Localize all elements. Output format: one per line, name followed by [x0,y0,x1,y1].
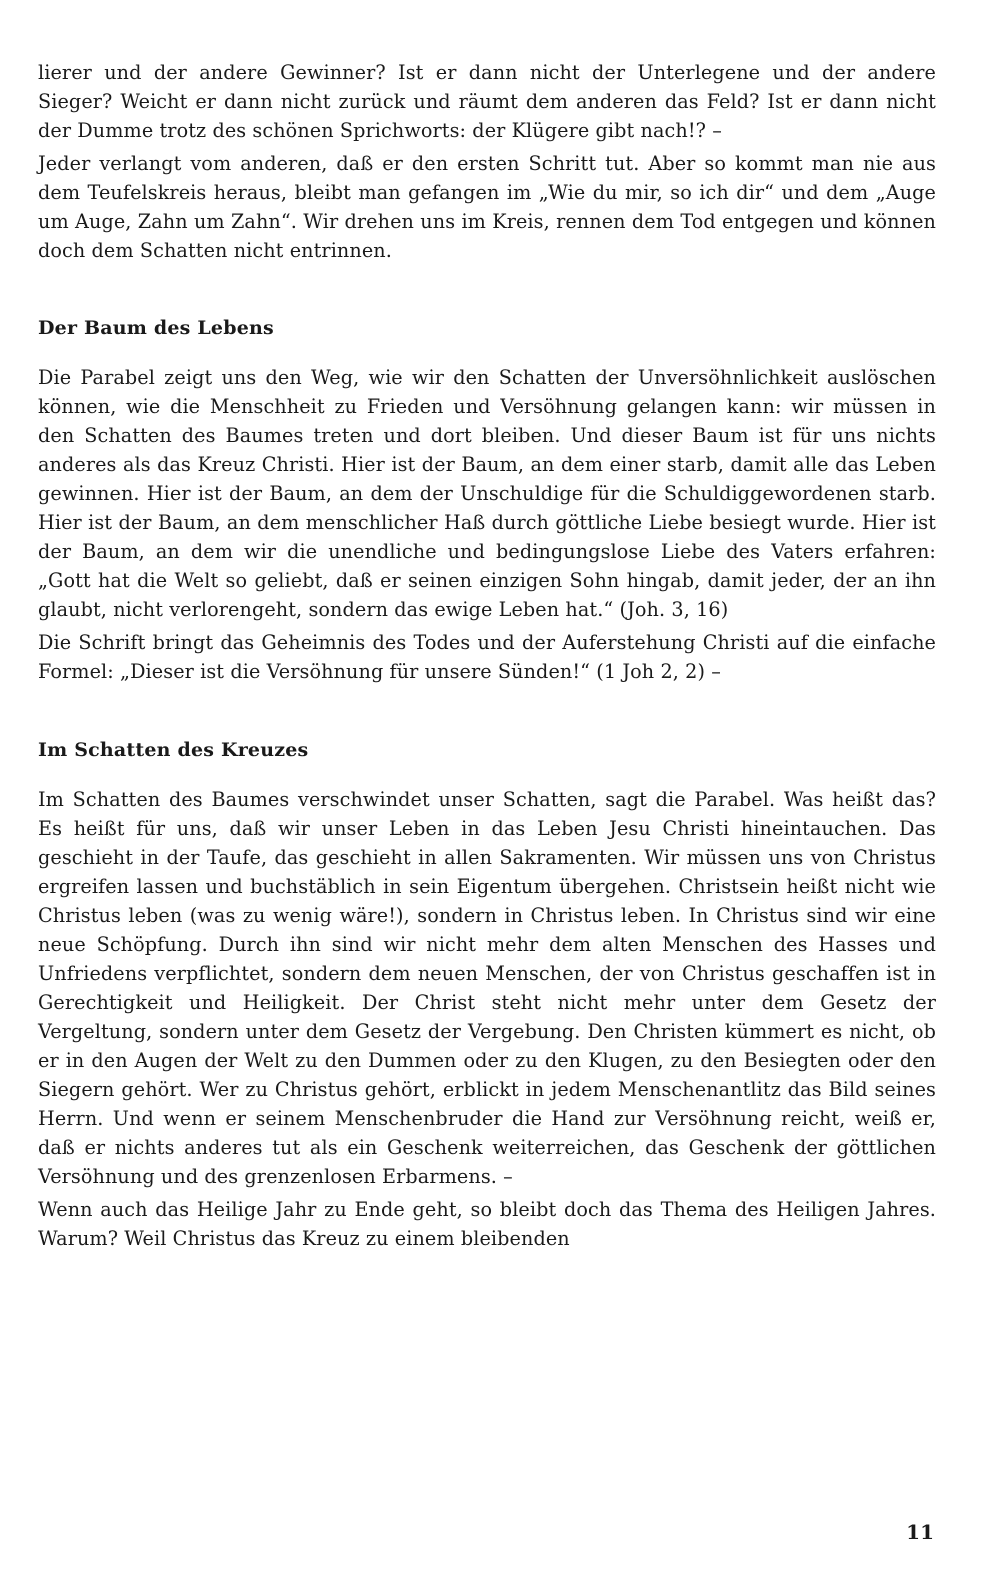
paragraph-schrift: Die Schrift bringt das Geheimnis des Todes und der Auferstehung Christi auf die einfache Formel: „Dieser ist die Versöhnung für unsere Sünden!“ (1 Joh 2, 2) – [38,631,936,683]
page-number: 11 [906,1520,934,1544]
page-content [38,58,936,1253]
section-heading-schatten-des-kreuzes: Im Schatten des Kreuzes [38,739,309,761]
section-heading-baum-des-lebens: Der Baum des Lebens [38,317,274,339]
paragraph-schatten-baumes: Im Schatten des Baumes verschwindet unser Schatten, sagt die Parabel. Was heißt das? Es heißt für uns, daß wir unser Leben in das Leben Jesu Christi hineintauchen. Das geschieht in der Taufe, das geschieht in allen Sakramenten. Wir müssen uns von Christus ergreifen lassen und buchstäblich in sein Eigentum übergehen. Christsein heißt nicht wie Christus leben (was zu wenig wäre!), sondern in Christus leben. In Christus sind wir eine neue Schöpfung. Durch ihn sind wir nicht mehr dem alten Menschen des Hasses und Unfriedens verpflichtet, sondern dem neuen Menschen, der von Christus geschaffen ist in Gerechtigkeit und Heiligkeit. Der Christ steht nicht mehr unter dem Gesetz der Vergeltung, sondern unter dem Gesetz der Vergebung. Den Christen kümmert es nicht, ob er in den Augen der Welt zu den Dummen oder zu den Klugen, zu den Besiegten oder den Siegern gehört. Wer zu Christus gehört, erblickt in jedem Menschenantlitz das Bild seines Herrn. Und wenn er seinem Menschenbruder die Hand zur Versöhnung reicht, weiß er, daß er nichts anderes tut als ein Geschenk weiterreichen, das Geschenk der göttlichen Versöhnung und des grenzenlosen Erbarmens. – [38,788,936,1188]
paragraph-continuation: lierer und der andere Gewinner? Ist er dann nicht der Unterlegene und der andere Sieger? Weicht er dann nicht zurück und räumt dem anderen das Feld? Ist er dann nicht der Dumme trotz des schönen Sprichworts: der Klügere gibt nach!? – [38,61,936,142]
paragraph-heiliges-jahr: Wenn auch das Heilige Jahr zu Ende geht, so bleibt doch das Thema des Heiligen Jahres. Warum? Weil Christus das Kreuz zu einem bleibenden [38,1198,936,1250]
paragraph-parabel: Die Parabel zeigt uns den Weg, wie wir den Schatten der Unversöhnlichkeit auslöschen können, wie die Menschheit zu Frieden und Versöhnung gelangen kann: wir müssen in den Schatten des Baumes treten und dort bleiben. Und dieser Baum ist für uns nichts anderes als das Kreuz Christi. Hier ist der Baum, an dem einer starb, damit alle das Leben gewinnen. Hier ist der Baum, an dem der Unschuldige für die Schuldiggewordenen starb. Hier ist der Baum, an dem menschlicher Haß durch göttliche Liebe besiegt wurde. Hier ist der Baum, an dem wir die unendliche und bedingungslose Liebe des Vaters erfahren: „Gott hat die Welt so geliebt, daß er seinen einzigen Sohn hingab, damit jeder, der an ihn glaubt, nicht verlorengeht, sondern das ewige Leben hat.“ (Joh. 3, 16) [38,366,936,621]
paragraph-teufelskreis: Jeder verlangt vom anderen, daß er den ersten Schritt tut. Aber so kommt man nie aus dem Teufelskreis heraus, bleibt man gefangen im „Wie du mir, so ich dir“ und dem „Auge um Auge, Zahn um Zahn“. Wir drehen uns im Kreis, rennen dem Tod entgegen und können doch dem Schatten nicht entrinnen. [38,152,936,262]
